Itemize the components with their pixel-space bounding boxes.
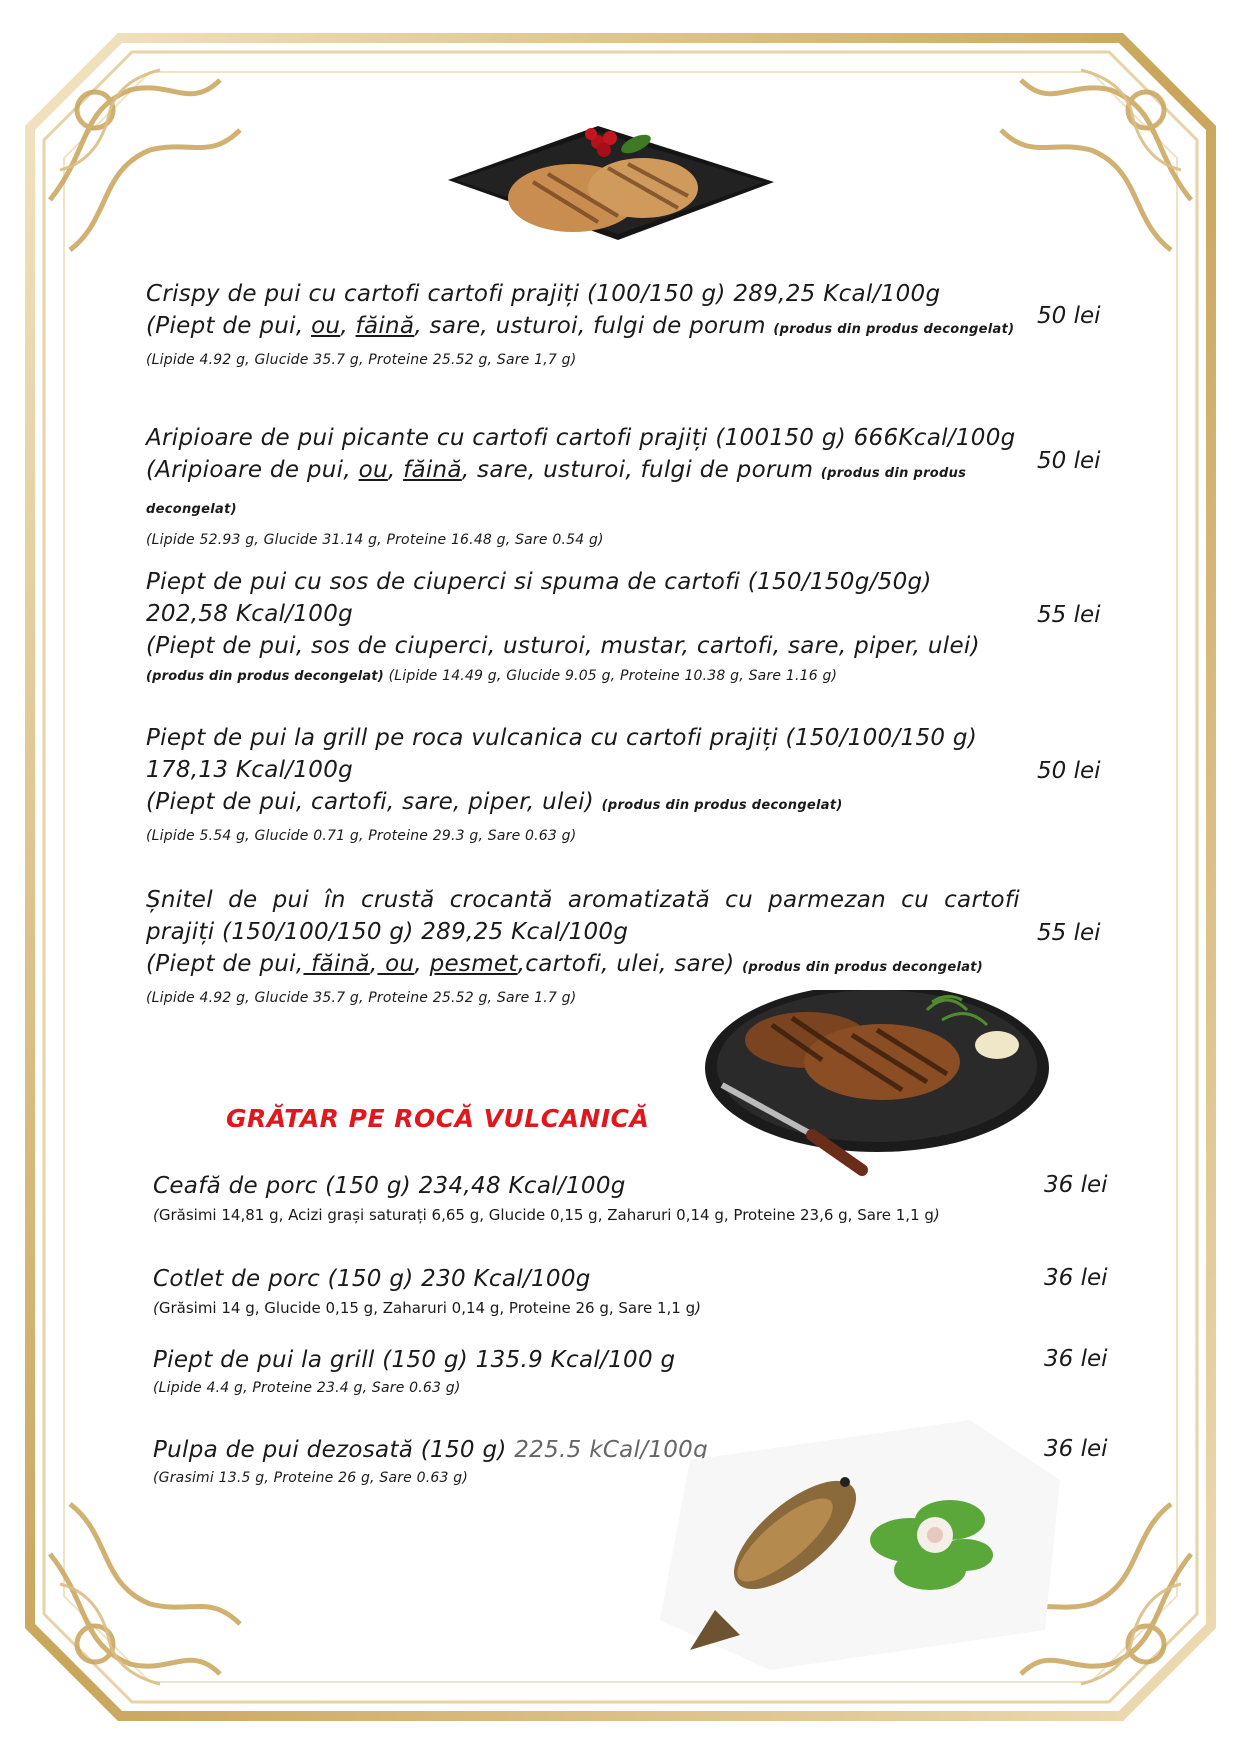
item-ingredients: (Aripioare de pui, ou, făină, sare, usturoi, fulgi de porum (produs din produs decongelat): [146, 457, 967, 517]
item-nutrition: (Lipide 4.4 g, Proteine 23.4 g, Sare 0.63 g): [153, 1380, 461, 1396]
grill-item-cotlet: [153, 1263, 1033, 1319]
item-nutrition: (Grăsimi 14,81 g, Acizi grași saturați 6,65 g, Glucide 0,15 g, Zaharuri 0,14 g, Proteine 23,6 g, Sare 1,1 g): [153, 1206, 940, 1224]
item-price: 55 lei: [1037, 920, 1101, 946]
grilled-fish-photo: [660, 1420, 1060, 1670]
item-price: 36 lei: [1044, 1346, 1108, 1372]
menu-item-piept-ciuperci: [146, 566, 1020, 687]
item-price: 50 lei: [1037, 758, 1101, 784]
section-title: GRĂTAR PE ROCĂ VULCANICĂ: [226, 1104, 650, 1133]
item-title: Piept de pui la grill (150 g) 135.9 Kcal/100 g: [153, 1347, 676, 1373]
item-nutrition: (Lipide 4.92 g, Glucide 35.7 g, Proteine 25.52 g, Sare 1,7 g): [146, 352, 577, 368]
item-price: 50 lei: [1037, 303, 1101, 329]
item-price: 50 lei: [1037, 448, 1101, 474]
menu-item-aripioare: [146, 422, 1020, 550]
item-note: (produs din produs decongelat): [146, 669, 384, 684]
item-title: Șnitel de pui în crustă crocantă aromatizată cu parmezan cu cartofi prajiți (150/100/150 g) 289,25 Kcal/100g: [146, 887, 1020, 945]
menu-item-piept-grill-roca: [146, 722, 1020, 846]
item-note: (produs din produs decongelat): [773, 322, 1015, 337]
item-ingredients: (Piept de pui, ou, făină, sare, usturoi, fulgi de porum (produs din produs decongelat): [146, 313, 1015, 339]
item-nutrition: (Grăsimi 14 g, Glucide 0,15 g, Zaharuri 0,14 g, Proteine 26 g, Sare 1,1 g): [153, 1299, 701, 1317]
item-nutrition: (Lipide 5.54 g, Glucide 0.71 g, Proteine 29.3 g, Sare 0.63 g): [146, 828, 577, 844]
grill-item-piept-grill: [153, 1344, 1033, 1398]
item-title: Aripioare de pui picante cu cartofi cartofi prajiți (100150 g) 666Kcal/100g: [146, 425, 1016, 451]
item-title: Cotlet de porc (150 g) 230 Kcal/100g: [153, 1266, 591, 1292]
item-nutrition: (Grasimi 13.5 g, Proteine 26 g, Sare 0.63 g): [153, 1470, 469, 1486]
item-note: (produs din produs decongelat): [146, 466, 967, 517]
item-nutrition: (Lipide 14.49 g, Glucide 9.05 g, Proteine 10.38 g, Sare 1.16 g): [383, 668, 838, 684]
item-title: Crispy de pui cu cartofi cartofi prajiți (100/150 g) 289,25 Kcal/100g: [146, 281, 941, 307]
menu-item-crispy: [146, 278, 1020, 370]
item-price: 36 lei: [1044, 1265, 1108, 1291]
item-note: (produs din produs decongelat): [601, 798, 843, 813]
item-title: Ceafă de porc (150 g) 234,48 Kcal/100g: [153, 1173, 626, 1199]
grilled-steak-photo: [702, 990, 1057, 1180]
grilled-chicken-photo: [448, 112, 774, 242]
item-nutrition: (Lipide 4.92 g, Glucide 35.7 g, Proteine 25.52 g, Sare 1.7 g): [146, 990, 577, 1006]
item-title: Piept de pui cu sos de ciuperci si spuma de cartofi (150/150g/50g) 202,58 Kcal/100g: [146, 569, 932, 627]
item-ingredients: (Piept de pui, făină, ou, pesmet,cartofi, ulei, sare) (produs din produs decongelat): [146, 951, 984, 977]
grill-item-ceafa: [153, 1170, 1033, 1226]
item-nutrition: (Lipide 52.93 g, Glucide 31.14 g, Proteine 16.48 g, Sare 0.54 g): [146, 532, 604, 548]
item-nutrition-line: [146, 666, 1020, 687]
item-price: 36 lei: [1044, 1172, 1108, 1198]
item-ingredients: (Piept de pui, cartofi, sare, piper, ulei) (produs din produs decongelat): [146, 789, 843, 815]
item-title: Pulpa de pui dezosată (150 g) 225.5 kCal/100g: [153, 1437, 709, 1463]
item-ingredients: (Piept de pui, sos de ciuperci, usturoi, mustar, cartofi, sare, piper, ulei): [146, 633, 980, 659]
item-note: (produs din produs decongelat): [742, 960, 984, 975]
item-price: 36 lei: [1044, 1436, 1108, 1462]
item-price: 55 lei: [1037, 602, 1101, 628]
item-title: Piept de pui la grill pe roca vulcanica cu cartofi prajiți (150/100/150 g) 178,13 Kcal/100g: [146, 725, 978, 783]
